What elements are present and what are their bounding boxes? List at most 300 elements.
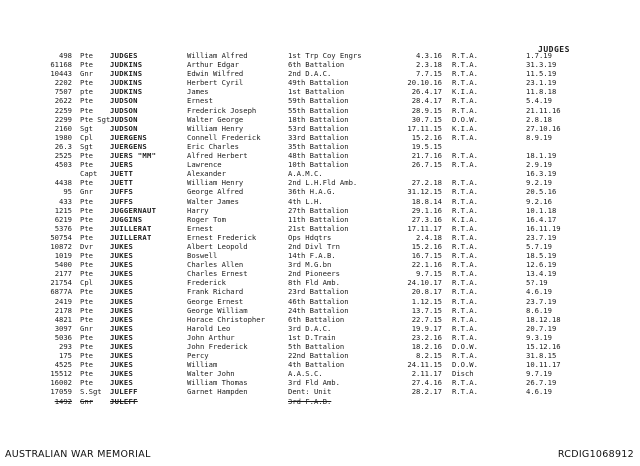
surname-cell: JUFFS bbox=[110, 196, 134, 206]
enlistment-date-cell: 7.7.15 bbox=[416, 69, 442, 79]
return-date-cell: 16.4.17 bbox=[526, 214, 557, 224]
given-names-cell: George Alfred bbox=[187, 187, 244, 197]
return-date-cell: 9.3.19 bbox=[526, 332, 552, 342]
table-row bbox=[0, 333, 640, 342]
return-date-cell: 15.12.16 bbox=[526, 342, 561, 351]
enlistment-date-cell: 9.7.15 bbox=[416, 269, 442, 279]
surname-cell: JUDSON bbox=[110, 96, 138, 106]
table-row bbox=[0, 187, 640, 196]
table-row bbox=[0, 233, 640, 242]
return-date-cell: 21.11.16 bbox=[526, 105, 561, 115]
enlistment-date-cell: 22.1.16 bbox=[411, 260, 442, 270]
fate-cell: R.T.A. bbox=[452, 278, 478, 288]
return-date-cell: 9.2.16 bbox=[526, 196, 552, 206]
footer-institution: AUSTRALIAN WAR MEMORIAL bbox=[5, 449, 151, 460]
unit-cell: 55th Battalion bbox=[288, 105, 349, 115]
given-names-cell: William bbox=[187, 360, 218, 370]
given-names-cell: Arthur Edgar bbox=[187, 60, 239, 70]
table-row bbox=[0, 197, 640, 206]
fate-cell: R.T.A. bbox=[452, 232, 478, 242]
fate-cell: R.T.A. bbox=[452, 296, 478, 306]
fate-cell: R.T.A. bbox=[452, 251, 478, 261]
unit-cell: 2nd Pioneers bbox=[288, 269, 340, 279]
unit-cell: 21st Battalion bbox=[288, 223, 349, 233]
table-row bbox=[0, 51, 640, 60]
rank-cell: Pte bbox=[80, 223, 93, 233]
given-names-cell: George Ernest bbox=[187, 296, 244, 306]
given-names-cell: Edwin Wilfred bbox=[187, 69, 244, 79]
enlistment-date-cell: 2.4.18 bbox=[416, 232, 442, 242]
return-date-cell: 23.7.19 bbox=[526, 232, 557, 242]
table-row bbox=[0, 178, 640, 187]
fate-cell: R.T.A. bbox=[452, 260, 478, 270]
return-date-cell: 10.11.17 bbox=[526, 360, 561, 370]
given-names-cell: Roger Tom bbox=[187, 214, 226, 224]
service-number-cell: 498 bbox=[59, 51, 72, 60]
surname-cell: JUILLERAT bbox=[110, 223, 152, 233]
table-row bbox=[0, 397, 640, 406]
return-date-cell: 11.5.19 bbox=[526, 69, 557, 79]
return-date-cell: 5.7.19 bbox=[526, 241, 552, 251]
table-row bbox=[0, 342, 640, 351]
surname-cell: JUKES bbox=[110, 351, 134, 361]
table-row bbox=[0, 224, 640, 233]
service-number-cell: 2160 bbox=[54, 123, 72, 133]
fate-cell: R.T.A. bbox=[452, 160, 478, 170]
given-names-cell: Percy bbox=[187, 351, 209, 361]
fate-cell: R.T.A. bbox=[452, 196, 478, 206]
return-date-cell: 18.12.18 bbox=[526, 314, 561, 324]
surname-cell: JUGGINS bbox=[110, 214, 143, 224]
enlistment-date-cell: 1.12.15 bbox=[411, 296, 442, 306]
unit-cell: 6th Battalion bbox=[288, 314, 345, 324]
unit-cell: 4th Battalion bbox=[288, 360, 345, 370]
return-date-cell: 20.7.19 bbox=[526, 323, 557, 333]
rank-cell: Pte bbox=[80, 60, 93, 70]
surname-cell: JUDSON bbox=[110, 114, 138, 124]
enlistment-date-cell: 17.11.17 bbox=[407, 223, 442, 233]
table-row bbox=[0, 360, 640, 369]
rank-cell: Sgt bbox=[80, 123, 93, 133]
fate-cell: R.T.A. bbox=[452, 387, 478, 397]
enlistment-date-cell: 26.4.17 bbox=[411, 87, 442, 97]
enlistment-date-cell: 21.7.16 bbox=[411, 151, 442, 161]
rank-cell: Pte bbox=[80, 51, 93, 60]
table-row bbox=[0, 96, 640, 105]
enlistment-date-cell: 20.10.16 bbox=[407, 78, 442, 88]
return-date-cell: 5?.19 bbox=[526, 278, 548, 288]
unit-cell: 11th Battalion bbox=[288, 214, 349, 224]
rank-cell: Pte Sgt bbox=[80, 114, 111, 124]
return-date-cell: 20.5.16 bbox=[526, 187, 557, 197]
table-row bbox=[0, 278, 640, 287]
surname-cell: JUKES bbox=[110, 251, 134, 261]
rank-cell: Gnr bbox=[80, 187, 93, 197]
rank-cell: Dvr bbox=[80, 241, 93, 251]
enlistment-date-cell: 4.3.16 bbox=[416, 51, 442, 60]
return-date-cell: 9.7.19 bbox=[526, 369, 552, 379]
service-number-cell: 5036 bbox=[54, 332, 72, 342]
surname-cell: JUKES bbox=[110, 332, 134, 342]
unit-cell: 3rd F.A.B. bbox=[288, 396, 332, 406]
table-row bbox=[0, 124, 640, 133]
return-date-cell: 31.8.15 bbox=[526, 351, 557, 361]
table-row bbox=[0, 297, 640, 306]
rank-cell: Pte bbox=[80, 78, 93, 88]
rank-cell: Pte bbox=[80, 287, 93, 297]
fate-cell: R.T.A. bbox=[452, 323, 478, 333]
table-row bbox=[0, 169, 640, 178]
given-names-cell: Connell Frederick bbox=[187, 132, 261, 142]
surname-cell: JUKES bbox=[110, 241, 134, 251]
rank-cell: Pte bbox=[80, 260, 93, 270]
service-number-cell: 50754 bbox=[50, 232, 72, 242]
service-number-cell: 95 bbox=[63, 187, 72, 197]
table-row bbox=[0, 269, 640, 278]
given-names-cell: Frederick Joseph bbox=[187, 105, 257, 115]
service-number-cell: 2202 bbox=[54, 78, 72, 88]
service-number-cell: 2525 bbox=[54, 151, 72, 161]
unit-cell: Ops Hdqtrs bbox=[288, 232, 332, 242]
rank-cell: Pte bbox=[80, 96, 93, 106]
table-row bbox=[0, 315, 640, 324]
rank-cell: Pte bbox=[80, 369, 93, 379]
given-names-cell: William Henry bbox=[187, 123, 244, 133]
given-names-cell: Lawrence bbox=[187, 160, 222, 170]
unit-cell: 18th Battalion bbox=[288, 114, 349, 124]
fate-cell: R.T.A. bbox=[452, 78, 478, 88]
fate-cell: Disch bbox=[452, 369, 474, 379]
service-number-cell: 26.3 bbox=[54, 141, 72, 151]
rank-cell: Pte bbox=[80, 105, 93, 115]
fate-cell: R.T.A. bbox=[452, 287, 478, 297]
service-number-cell: 16002 bbox=[50, 378, 72, 388]
service-number-cell: 1492 bbox=[54, 396, 72, 406]
fate-cell: D.O.W. bbox=[452, 342, 478, 351]
unit-cell: 59th Battalion bbox=[288, 96, 349, 106]
service-number-cell: 61168 bbox=[50, 60, 72, 70]
rank-cell: pte bbox=[80, 87, 93, 97]
fate-cell: R.T.A. bbox=[452, 332, 478, 342]
surname-cell: JULEFF bbox=[110, 396, 138, 406]
given-names-cell: Walter George bbox=[187, 114, 244, 124]
fate-cell: R.T.A. bbox=[452, 69, 478, 79]
unit-cell: 5th Battalion bbox=[288, 342, 345, 351]
fate-cell: R.T.A. bbox=[452, 187, 478, 197]
table-row bbox=[0, 142, 640, 151]
surname-cell: JUERGENS bbox=[110, 132, 148, 142]
service-number-cell: 4525 bbox=[54, 360, 72, 370]
service-number-cell: 2419 bbox=[54, 296, 72, 306]
enlistment-date-cell: 13.7.15 bbox=[411, 305, 442, 315]
service-number-cell: 2178 bbox=[54, 305, 72, 315]
rank-cell: Pte bbox=[80, 196, 93, 206]
surname-cell: JUDKINS bbox=[110, 69, 143, 79]
fate-cell: R.T.A. bbox=[452, 223, 478, 233]
service-number-cell: 17059 bbox=[50, 387, 72, 397]
rank-cell: Pte bbox=[80, 178, 93, 188]
rank-cell: Pte bbox=[80, 378, 93, 388]
enlistment-date-cell: 2.11.17 bbox=[411, 369, 442, 379]
service-number-cell: 15512 bbox=[50, 369, 72, 379]
given-names-cell: Horace Christopher bbox=[187, 314, 265, 324]
return-date-cell: 16.3.19 bbox=[526, 169, 557, 179]
footer-bar bbox=[0, 444, 640, 466]
given-names-cell: Albert Leopold bbox=[187, 241, 248, 251]
surname-cell: JUKES bbox=[110, 278, 134, 288]
given-names-cell: Ernest bbox=[187, 96, 213, 106]
table-row bbox=[0, 78, 640, 87]
fate-cell: R.T.A. bbox=[452, 305, 478, 315]
return-date-cell: 23.1.19 bbox=[526, 78, 557, 88]
rank-cell: Pte bbox=[80, 232, 93, 242]
given-names-cell: Boswell bbox=[187, 251, 218, 261]
rank-cell: Pte bbox=[80, 305, 93, 315]
enlistment-date-cell: 30.7.15 bbox=[411, 114, 442, 124]
enlistment-date-cell: 28.2.17 bbox=[411, 387, 442, 397]
service-number-cell: 4438 bbox=[54, 178, 72, 188]
service-number-cell: 21754 bbox=[50, 278, 72, 288]
enlistment-date-cell: 22.7.15 bbox=[411, 314, 442, 324]
table-row bbox=[0, 160, 640, 169]
unit-cell: 35th Battalion bbox=[288, 141, 349, 151]
fate-cell: R.T.A. bbox=[452, 132, 478, 142]
fate-cell: R.T.A. bbox=[452, 269, 478, 279]
unit-cell: Dent: Unit bbox=[288, 387, 332, 397]
unit-cell: 2nd D.A.C. bbox=[288, 69, 332, 79]
table-row bbox=[0, 151, 640, 160]
table-row bbox=[0, 351, 640, 360]
service-number-cell: 2259 bbox=[54, 105, 72, 115]
given-names-cell: William Thomas bbox=[187, 378, 248, 388]
return-date-cell: 18.5.19 bbox=[526, 251, 557, 261]
surname-cell: JUERS bbox=[110, 160, 134, 170]
given-names-cell: Harold Leo bbox=[187, 323, 231, 333]
fate-cell: K.I.A. bbox=[452, 123, 478, 133]
given-names-cell: William Henry bbox=[187, 178, 244, 188]
rank-cell: Pte bbox=[80, 251, 93, 261]
rank-cell: Capt bbox=[80, 169, 98, 179]
service-number-cell: 10872 bbox=[50, 241, 72, 251]
enlistment-date-cell: 28.4.17 bbox=[411, 96, 442, 106]
surname-cell: JUKES bbox=[110, 369, 134, 379]
table-row bbox=[0, 260, 640, 269]
return-date-cell: 26.7.19 bbox=[526, 378, 557, 388]
return-date-cell: 12.6.19 bbox=[526, 260, 557, 270]
return-date-cell: 27.10.16 bbox=[526, 123, 561, 133]
given-names-cell: Garnet Hampden bbox=[187, 387, 248, 397]
surname-cell: JUETT bbox=[110, 169, 134, 179]
given-names-cell: William Alfred bbox=[187, 51, 248, 60]
unit-cell: 3rd D.A.C. bbox=[288, 323, 332, 333]
fate-cell: R.T.A. bbox=[452, 105, 478, 115]
rank-cell: Pte bbox=[80, 296, 93, 306]
enlistment-date-cell: 17.11.15 bbox=[407, 123, 442, 133]
table-row bbox=[0, 378, 640, 387]
table-row bbox=[0, 87, 640, 96]
rank-cell: S.Sgt bbox=[80, 387, 102, 397]
table-row bbox=[0, 69, 640, 78]
table-row bbox=[0, 106, 640, 115]
enlistment-date-cell: 31.12.15 bbox=[407, 187, 442, 197]
surname-cell: JUGGERNAUT bbox=[110, 205, 157, 215]
fate-cell: R.T.A. bbox=[452, 178, 478, 188]
table-row bbox=[0, 324, 640, 333]
unit-cell: 3rd Fld Amb. bbox=[288, 378, 340, 388]
rank-cell: Pte bbox=[80, 151, 93, 161]
service-number-cell: 1980 bbox=[54, 132, 72, 142]
enlistment-date-cell: 23.2.16 bbox=[411, 332, 442, 342]
unit-cell: 53rd Battalion bbox=[288, 123, 349, 133]
unit-cell: 6th Battalion bbox=[288, 60, 345, 70]
table-row bbox=[0, 206, 640, 215]
fate-cell: R.T.A. bbox=[452, 378, 478, 388]
nominal-roll-table bbox=[0, 51, 640, 406]
fate-cell: R.T.A. bbox=[452, 241, 478, 251]
rank-cell: Pte bbox=[80, 342, 93, 351]
surname-cell: JUKES bbox=[110, 342, 134, 351]
service-number-cell: 433 bbox=[59, 196, 72, 206]
unit-cell: A.A.S.C. bbox=[288, 369, 323, 379]
service-number-cell: 10443 bbox=[50, 69, 72, 79]
given-names-cell: James bbox=[187, 87, 209, 97]
enlistment-date-cell: 29.1.16 bbox=[411, 205, 442, 215]
fate-cell: R.T.A. bbox=[452, 51, 478, 60]
return-date-cell: 8.6.19 bbox=[526, 305, 552, 315]
unit-cell: 48th Battalion bbox=[288, 151, 349, 161]
rank-cell: Sgt bbox=[80, 141, 93, 151]
given-names-cell: John Arthur bbox=[187, 332, 235, 342]
return-date-cell: 1.7.19 bbox=[526, 51, 552, 60]
unit-cell: 2nd L.H.Fld Amb. bbox=[288, 178, 358, 188]
table-row bbox=[0, 387, 640, 396]
table-row bbox=[0, 115, 640, 124]
service-number-cell: 2299 bbox=[54, 114, 72, 124]
rank-cell: Gnr bbox=[80, 69, 93, 79]
enlistment-date-cell: 27.3.16 bbox=[411, 214, 442, 224]
surname-cell: JUKES bbox=[110, 314, 134, 324]
given-names-cell: Frederick bbox=[187, 278, 226, 288]
surname-cell: JUKES bbox=[110, 305, 134, 315]
rank-cell: Pte bbox=[80, 351, 93, 361]
given-names-cell: Charles Ernest bbox=[187, 269, 248, 279]
given-names-cell: Harry bbox=[187, 205, 209, 215]
return-date-cell: 8.9.19 bbox=[526, 132, 552, 142]
service-number-cell: 1019 bbox=[54, 251, 72, 261]
given-names-cell: Frank Richard bbox=[187, 287, 244, 297]
fate-cell: D.O.W. bbox=[452, 360, 478, 370]
rank-cell: Cpl bbox=[80, 278, 93, 288]
table-row bbox=[0, 215, 640, 224]
surname-cell: JUKES bbox=[110, 360, 134, 370]
surname-cell: JUDSON bbox=[110, 123, 138, 133]
surname-cell: JUKES bbox=[110, 269, 134, 279]
given-names-cell: Alexander bbox=[187, 169, 226, 179]
enlistment-date-cell: 15.2.16 bbox=[411, 241, 442, 251]
enlistment-date-cell: 2.3.18 bbox=[416, 60, 442, 70]
surname-cell: JUERGENS bbox=[110, 141, 148, 151]
service-number-cell: 6219 bbox=[54, 214, 72, 224]
fate-cell: K.I.A. bbox=[452, 87, 478, 97]
enlistment-date-cell: 24.11.15 bbox=[407, 360, 442, 370]
return-date-cell: 9.2.19 bbox=[526, 178, 552, 188]
service-number-cell: 5376 bbox=[54, 223, 72, 233]
given-names-cell: George William bbox=[187, 305, 248, 315]
service-number-cell: 4503 bbox=[54, 160, 72, 170]
surname-cell: JUKES bbox=[110, 323, 134, 333]
surname-cell: JUILLERAT bbox=[110, 232, 152, 242]
table-row bbox=[0, 369, 640, 378]
unit-cell: 14th F.A.B. bbox=[288, 251, 336, 261]
fate-cell: R.T.A. bbox=[452, 151, 478, 161]
unit-cell: 36th H.A.G. bbox=[288, 187, 336, 197]
rank-cell: Pte bbox=[80, 360, 93, 370]
enlistment-date-cell: 8.2.15 bbox=[416, 351, 442, 361]
given-names-cell: John Frederick bbox=[187, 342, 248, 351]
return-date-cell: 23.7.19 bbox=[526, 296, 557, 306]
surname-cell: JUKES bbox=[110, 296, 134, 306]
enlistment-date-cell: 24.10.17 bbox=[407, 278, 442, 288]
fate-cell: R.T.A. bbox=[452, 96, 478, 106]
return-date-cell: 10.1.18 bbox=[526, 205, 557, 215]
footer-record-id: RCDIG1068912 bbox=[557, 449, 634, 460]
table-row bbox=[0, 287, 640, 296]
rank-cell: Cpl bbox=[80, 132, 93, 142]
surname-cell: JUFFS bbox=[110, 187, 134, 197]
enlistment-date-cell: 18.8.14 bbox=[411, 196, 442, 206]
rank-cell: Pte bbox=[80, 214, 93, 224]
rank-cell: Gnr bbox=[80, 323, 93, 333]
rank-cell: Gnr bbox=[80, 396, 93, 406]
surname-cell: JUDSON bbox=[110, 105, 138, 115]
table-row bbox=[0, 251, 640, 260]
given-names-cell: Ernest bbox=[187, 223, 213, 233]
enlistment-date-cell: 28.9.15 bbox=[411, 105, 442, 115]
return-date-cell: 16.11.19 bbox=[526, 223, 561, 233]
unit-cell: 4th L.H. bbox=[288, 196, 323, 206]
unit-cell: 10th Battalion bbox=[288, 160, 349, 170]
enlistment-date-cell: 19.9.17 bbox=[411, 323, 442, 333]
unit-cell: 1st D.Train bbox=[288, 332, 336, 342]
surname-cell: JUDGES bbox=[110, 51, 138, 60]
service-number-cell: 175 bbox=[59, 351, 72, 361]
return-date-cell: 2.8.18 bbox=[526, 114, 552, 124]
table-row bbox=[0, 60, 640, 69]
given-names-cell: Charles Allen bbox=[187, 260, 244, 270]
unit-cell: 8th Fld Amb. bbox=[288, 278, 340, 288]
surname-cell: JUDKINS bbox=[110, 87, 143, 97]
service-number-cell: 2177 bbox=[54, 269, 72, 279]
unit-cell: 1st Battalion bbox=[288, 87, 345, 97]
service-number-cell: 5400 bbox=[54, 260, 72, 270]
enlistment-date-cell: 20.8.17 bbox=[411, 287, 442, 297]
service-number-cell: 7507 bbox=[54, 87, 72, 97]
return-date-cell: 4.6.19 bbox=[526, 387, 552, 397]
enlistment-date-cell: 19.5.15 bbox=[411, 141, 442, 151]
fate-cell: R.T.A. bbox=[452, 60, 478, 70]
rank-cell: Pte bbox=[80, 205, 93, 215]
service-number-cell: 3097 bbox=[54, 323, 72, 333]
surname-cell: JUERS "MM" bbox=[110, 151, 157, 161]
surname-cell: JUETT bbox=[110, 178, 134, 188]
enlistment-date-cell: 27.4.16 bbox=[411, 378, 442, 388]
surname-cell: JUDKINS bbox=[110, 60, 143, 70]
given-names-cell: Walter James bbox=[187, 196, 239, 206]
service-number-cell: 1215 bbox=[54, 205, 72, 215]
unit-cell: A.A.M.C. bbox=[288, 169, 323, 179]
table-row bbox=[0, 306, 640, 315]
unit-cell: 27th Battalion bbox=[288, 205, 349, 215]
